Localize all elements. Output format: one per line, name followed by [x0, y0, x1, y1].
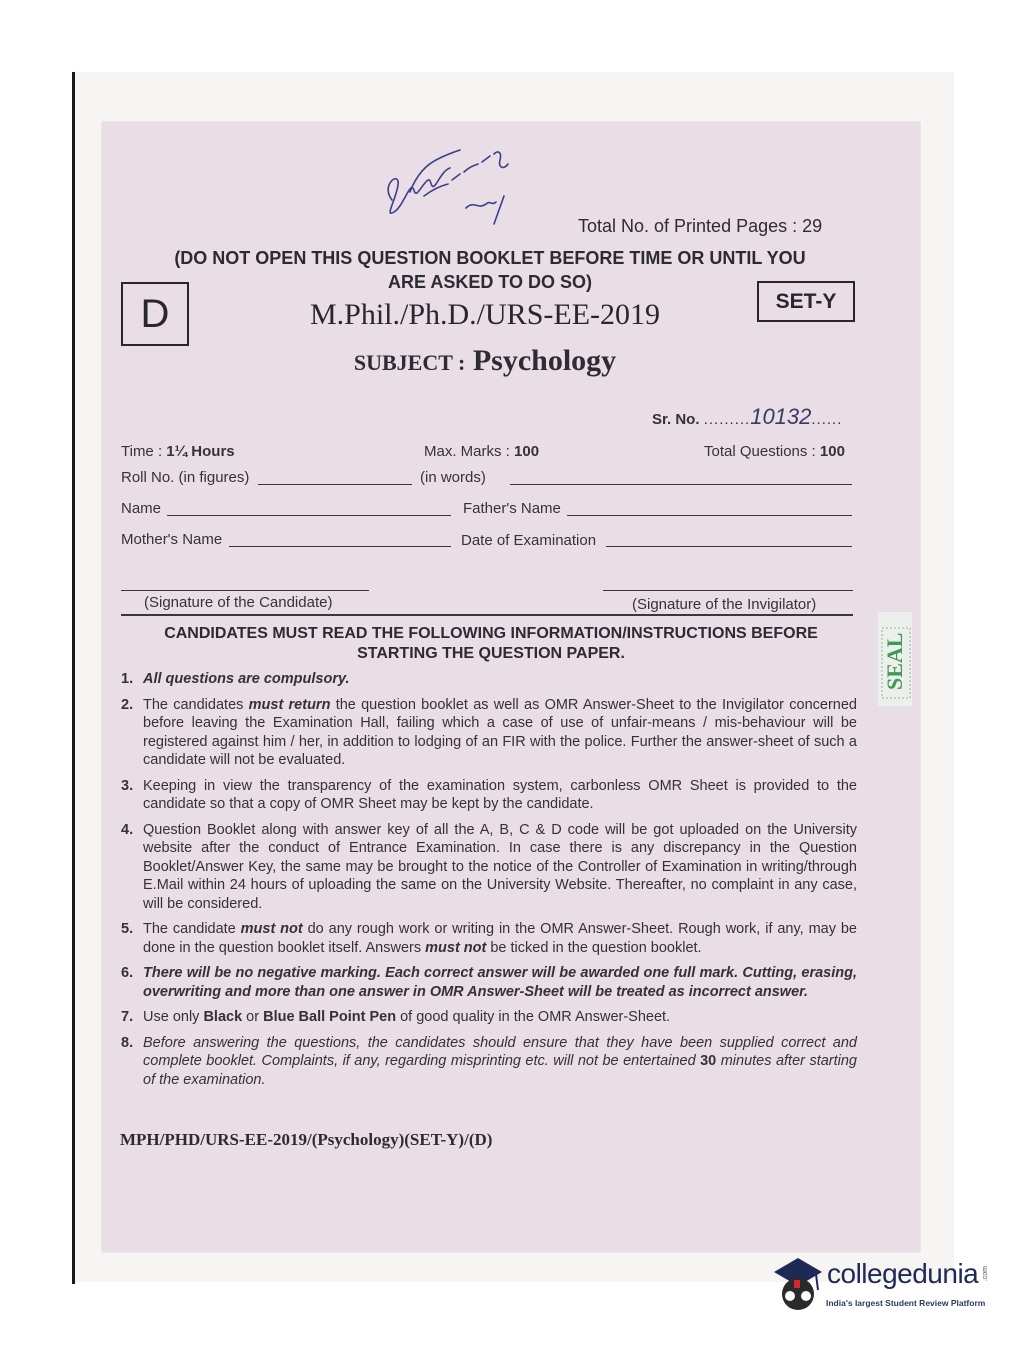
list-item: 7. Use only Black or Blue Ball Point Pen of good quality in the OMR Answer-Sheet. — [121, 1009, 671, 1025]
booklet-footer-code: MPH/PHD/URS-EE-2019/(Psychology)(SET-Y)/(D) — [120, 1130, 493, 1149]
instructions-heading — [118, 624, 864, 664]
list-item: 3. Keeping in view the transparency of the examination system, carbonless OMR Sheet is provided to the candidate so that a copy of OMR Sheet may be kept by the candidate. — [121, 777, 857, 812]
set-box: SET-Y — [757, 281, 855, 322]
instruction-emphasis: must not — [240, 921, 303, 937]
brand-suffix: .com — [982, 1266, 989, 1282]
roll-words-field[interactable] — [510, 484, 852, 485]
list-item: 4. Question Booklet along with answer key of all the A, B, C & D code will be got uploaded on the University website after the conduct of Entrance Examination. In case there is any discrepancy in the Question Booklet/Answer Key, the same may be brought to the notice of the Controller of Examination in writing/through E.Mail within 24 hours of uploading the same on the University Website. Thereafter, no complaint in any case, will be considered. — [121, 821, 857, 912]
exam-title: M.Phil./Ph.D./URS-EE-2019 — [309, 298, 661, 331]
section-divider — [121, 614, 853, 616]
instruction-emphasis: 30 — [700, 1053, 717, 1069]
time-label: Time : — [121, 443, 167, 460]
candidate-signature-label: (Signature of the Candidate) — [144, 594, 333, 611]
scan-edge — [72, 72, 75, 1284]
father-name-label: Father's Name — [463, 500, 561, 517]
instruction-text: Use only — [143, 1009, 204, 1025]
questions-label: Total Questions : — [704, 443, 820, 460]
total-printed-pages: Total No. of Printed Pages : 29 — [578, 216, 823, 236]
svg-text:SEAL: SEAL — [882, 632, 907, 690]
instruction-text: the question booklet as well as OMR Answer-Sheet to the Invigilator concerned before leaving the Examination Hall, failing which a case of use of unfair-means / mis-behaviour will be registered against him / her, in addition to lodging of an FIR with the police. Further the answer-sheet of such a candidate will not be evaluated. — [143, 696, 857, 768]
do-not-open-warning — [120, 246, 860, 294]
invigilator-signature-line[interactable] — [603, 590, 853, 591]
time-allowed — [121, 443, 235, 460]
instructions-list — [121, 670, 857, 1096]
questions-value: 100 — [819, 443, 845, 460]
brand-tagline: India's largest Student Review Platform — [826, 1298, 986, 1308]
candidate-signature-line[interactable] — [121, 590, 369, 591]
exam-date-field[interactable] — [606, 546, 852, 547]
instruction-emphasis: Black — [203, 1009, 243, 1025]
handwritten-signature — [370, 140, 530, 230]
list-item: 2. The candidates must return the question booklet as well as OMR Answer-Sheet to the Invigilator concerned before leaving the Examination Hall, failing which a case of use of unfair-means / mis-behaviour will be registered against him / her, in addition to lodging of an FIR with the police. Further the answer-sheet of such a candidate will not be evaluated. — [121, 696, 857, 768]
mother-name-field[interactable] — [229, 546, 451, 547]
instruction-text: of good quality in the OMR Answer-Sheet. — [396, 1009, 671, 1025]
roll-words-label: (in words) — [420, 469, 486, 486]
instruction-text: be ticked in the question booklet. — [486, 939, 702, 956]
serial-trail: ...... — [811, 411, 843, 428]
instruction-text: do any rough work or writing in the OMR Answer-Sheet. Rough work, if any, may be done in the question booklet itself. Answers — [143, 921, 857, 956]
serial-number — [652, 404, 842, 430]
seal-stamp — [872, 608, 916, 708]
instruction-text: The candidate — [143, 921, 241, 937]
instruction-text: minutes after starting of the examination. — [143, 1053, 857, 1088]
mother-name-label: Mother's Name — [121, 531, 223, 548]
instruction-text: All questions are compulsory. — [143, 671, 350, 687]
max-marks — [424, 443, 539, 460]
serial-label: Sr. No. — [652, 411, 700, 428]
subject-label: SUBJECT : — [353, 350, 466, 375]
invigilator-signature-label: (Signature of the Invigilator) — [632, 596, 817, 613]
marks-label: Max. Marks : — [424, 443, 515, 460]
instruction-emphasis: must not — [425, 939, 487, 956]
instruction-text: Keeping in view the transparency of the examination system, carbonless OMR Sheet is provided to the candidate so that a copy of OMR Sheet may be kept by the candidate. — [143, 777, 857, 812]
instruction-emphasis: Blue Ball Point Pen — [263, 1009, 397, 1025]
warning-line-2: ARE ASKED TO DO SO) — [387, 272, 593, 292]
name-label: Name — [121, 500, 162, 517]
father-name-field[interactable] — [567, 515, 852, 516]
instruction-text: The candidates — [143, 696, 249, 713]
serial-dots: ......... — [703, 411, 751, 428]
instructions-heading-line-1: CANDIDATES MUST READ THE FOLLOWING INFORMATION/INSTRUCTIONS BEFORE — [164, 625, 818, 642]
marks-value: 100 — [514, 443, 540, 460]
total-questions — [704, 443, 845, 460]
brand-name: collegedunia — [827, 1258, 979, 1289]
roll-figures-field[interactable] — [258, 484, 412, 485]
instruction-text: There will be no negative marking. Each correct answer will be awarded one full mark. Cutting, erasing, overwriting and more than one answer in OMR Answer-Sheet will be treated as incorrect answer. — [143, 965, 857, 1000]
name-field[interactable] — [167, 515, 451, 516]
time-value: 1¼ Hours — [166, 443, 235, 460]
list-item: 1. All questions are compulsory. — [121, 671, 350, 687]
list-item: 8. Before answering the questions, the candidates should ensure that they have been supplied correct and complete booklet. Complaints, if any, regarding misprinting etc. will not be entertained 30 minutes after starting of the examination. — [121, 1034, 857, 1088]
list-item: 5. The candidate must not do any rough work or writing in the OMR Answer-Sheet. Rough work, if any, may be done in the question booklet itself. Answers must not be ticked in the question booklet. — [121, 921, 857, 956]
instruction-text: Question Booklet along with answer key of all the A, B, C & D code will be got uploaded on the University website after the conduct of Entrance Examination. In case there is any discrepancy in the Question Booklet/Answer Key, the same may be brought to the notice of the Controller of Examination in writing/through E.Mail within 24 hours of uploading the same on the University Website. Thereafter, no complaint in any case, will be considered. — [143, 821, 857, 912]
exam-date-label: Date of Examination — [461, 532, 597, 549]
instruction-emphasis: must return — [248, 696, 331, 713]
serial-value: 10132 — [750, 404, 812, 429]
instruction-text: Before answering the questions, the candidates should ensure that they have been supplied correct and complete booklet. Complaints, if any, regarding misprinting etc. will not be entertained — [143, 1034, 857, 1069]
warning-line-1: (DO NOT OPEN THIS QUESTION BOOKLET BEFORE TIME OR UNTIL YOU — [174, 248, 806, 268]
roll-figures-label: Roll No. (in figures) — [121, 469, 250, 486]
instructions-heading-line-2: STARTING THE QUESTION PAPER. — [357, 645, 625, 662]
instruction-text: or — [242, 1009, 264, 1025]
subject-heading — [250, 344, 720, 378]
booklet-code-box: D — [121, 282, 189, 346]
subject-value: Psychology — [472, 344, 617, 377]
list-item: 6. There will be no negative marking. Each correct answer will be awarded one full mark. Cutting, erasing, overwriting and more than one answer in OMR Answer-Sheet will be treated as incorrect answer. — [121, 965, 857, 1000]
